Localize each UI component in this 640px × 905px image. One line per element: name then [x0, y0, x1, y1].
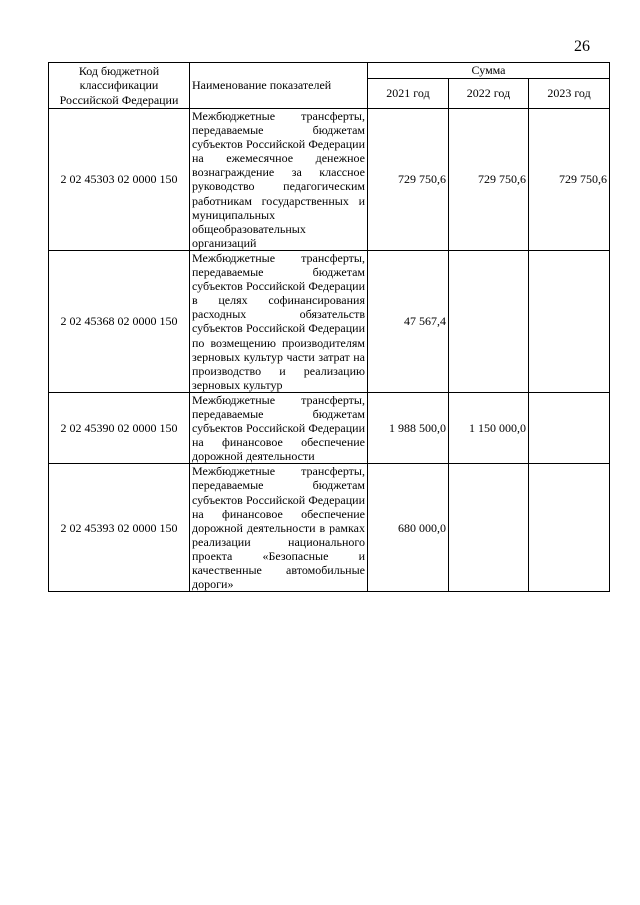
- amount-2023: [529, 250, 610, 392]
- row-name: Межбюджетные трансферты, передаваемые бюджетам субъектов Российской Федерации на финансовое обеспечение дорожной деятельности: [190, 392, 368, 463]
- budget-revenue-table: [48, 62, 610, 592]
- table-row: [49, 392, 610, 463]
- header-code: Код бюджетной классификации Российской Федерации: [49, 63, 190, 109]
- row-code: 2 02 45303 02 0000 150: [49, 109, 190, 251]
- header-sum: Сумма: [368, 63, 610, 79]
- row-name: Межбюджетные трансферты, передаваемые бюджетам субъектов Российской Федерации в целях софинансирования расходных обязательств субъектов Российской Федерации по возмещению производителям зерновых культур части затрат на производство и реализацию зерновых культур: [190, 250, 368, 392]
- header-name: Наименование показателей: [190, 63, 368, 109]
- row-code: 2 02 45393 02 0000 150: [49, 464, 190, 592]
- amount-2023: [529, 464, 610, 592]
- amount-2021: 729 750,6: [368, 109, 449, 251]
- page-number: 26: [574, 38, 590, 55]
- amount-2022: [449, 250, 529, 392]
- amount-2021: 1 988 500,0: [368, 392, 449, 463]
- header-year-2021: 2021 год: [368, 79, 449, 109]
- row-name: Межбюджетные трансферты, передаваемые бюджетам субъектов Российской Федерации на ежемесячное денежное вознаграждение за классное руководство педагогическим работникам государственных и муниципальных общеобразовательных организаций: [190, 109, 368, 251]
- amount-2023: 729 750,6: [529, 109, 610, 251]
- header-year-2023: 2023 год: [529, 79, 610, 109]
- row-code: 2 02 45390 02 0000 150: [49, 392, 190, 463]
- amount-2022: 1 150 000,0: [449, 392, 529, 463]
- row-name: Межбюджетные трансферты, передаваемые бюджетам субъектов Российской Федерации на финансовое обеспечение дорожной деятельности в рамках реализации национального проекта «Безопасные и качественные автомобильные дороги»: [190, 464, 368, 592]
- table-row: [49, 464, 610, 592]
- table-row: [49, 109, 610, 251]
- amount-2021: 47 567,4: [368, 250, 449, 392]
- header-year-2022: 2022 год: [449, 79, 529, 109]
- amount-2021: 680 000,0: [368, 464, 449, 592]
- amount-2022: [449, 464, 529, 592]
- table-row: [49, 250, 610, 392]
- row-code: 2 02 45368 02 0000 150: [49, 250, 190, 392]
- amount-2023: [529, 392, 610, 463]
- amount-2022: 729 750,6: [449, 109, 529, 251]
